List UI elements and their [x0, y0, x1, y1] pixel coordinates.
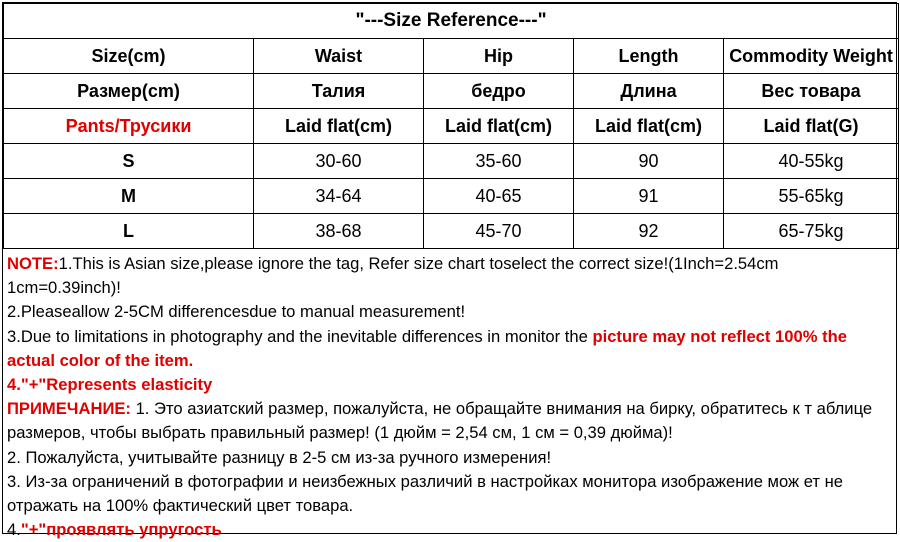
note-4: 4."+"Represents elasticity — [7, 375, 213, 395]
size-table — [3, 3, 899, 249]
header-cell: Hip — [424, 39, 574, 74]
table-row — [4, 144, 899, 179]
header-cell: Commodity Weight — [724, 39, 899, 74]
table-cell: 92 — [574, 214, 724, 249]
table-cell: 55-65kg — [724, 179, 899, 214]
header-cell: Laid flat(cm) — [424, 109, 574, 144]
ru-note-2: 2. Пожалуйста, учитывайте разницу в 2-5 см из-за ручного измерения! — [7, 447, 552, 467]
note-text: 4. — [7, 520, 21, 540]
note-text: 1. Это азиатский размер, пожалуйста, не обращайте внимания на бирку, обратитесь к т аблице размеров, чтобы выбрать правильный размер! (1 дюйм = 2,54 см, 1 см = 0,39 дюйма)! — [7, 399, 877, 443]
note-label: NOTE: — [7, 254, 59, 273]
table-cell: 91 — [574, 179, 724, 214]
ru-note-4 — [7, 518, 892, 542]
table-cell: 38-68 — [254, 214, 424, 249]
ru-note-label: ПРИМЕЧАНИЕ: — [7, 399, 131, 419]
table-cell: 40-65 — [424, 179, 574, 214]
note-2: 2.Pleaseallow 2-5CM differencesdue to manual measurement! — [7, 302, 466, 322]
note-highlight: "+"проявлять упругость — [20, 520, 222, 540]
size-cell: M — [4, 179, 254, 214]
table-cell: 40-55kg — [724, 144, 899, 179]
header-cell: бедро — [424, 74, 574, 109]
ru-note-1 — [7, 397, 892, 445]
header-cell: Laid flat(G) — [724, 109, 899, 144]
header-cell: Laid flat(cm) — [574, 109, 724, 144]
header-cell: Waist — [254, 39, 424, 74]
header-cell: Laid flat(cm) — [254, 109, 424, 144]
header-row-en — [4, 39, 899, 74]
header-cell: Длина — [574, 74, 724, 109]
ru-note-3: 3. Из-за ограничений в фотографии и неизбежных различий в настройках монитора изображение мож ет не отражать на 100% фактический цвет товара. — [7, 471, 848, 516]
table-row — [4, 214, 899, 249]
size-reference-sheet — [2, 2, 897, 540]
note-3 — [7, 325, 892, 373]
note-text: 1.This is Asian size,please ignore the tag, Refer size chart toselect the correct size!(1Inch=2.54cm 1cm=0.39inch)! — [7, 254, 784, 298]
header-cell: Size(cm) — [4, 39, 254, 74]
header-cell: Length — [574, 39, 724, 74]
header-cell: Вес товара — [724, 74, 899, 109]
table-cell: 35-60 — [424, 144, 574, 179]
note-highlight: picture may not reflect 100% the actual color of the item. — [7, 326, 852, 370]
header-row-units — [4, 109, 899, 144]
table-cell: 30-60 — [254, 144, 424, 179]
header-cell: Талия — [254, 74, 424, 109]
header-row-ru — [4, 74, 899, 109]
notes-section — [3, 249, 896, 542]
header-cell: Размер(cm) — [4, 74, 254, 109]
title-row — [4, 4, 899, 39]
table-cell: 34-64 — [254, 179, 424, 214]
table-cell: 65-75kg — [724, 214, 899, 249]
product-type-label: Pants/Трусики — [4, 109, 254, 144]
note-text: 3.Due to limitations in photography and the inevitable differences in monitor the — [7, 326, 593, 346]
table-title: "---Size Reference---" — [4, 4, 899, 39]
table-cell: 90 — [574, 144, 724, 179]
table-cell: 45-70 — [424, 214, 574, 249]
size-cell: S — [4, 144, 254, 179]
size-cell: L — [4, 214, 254, 249]
note-1 — [7, 252, 892, 300]
table-row — [4, 179, 899, 214]
